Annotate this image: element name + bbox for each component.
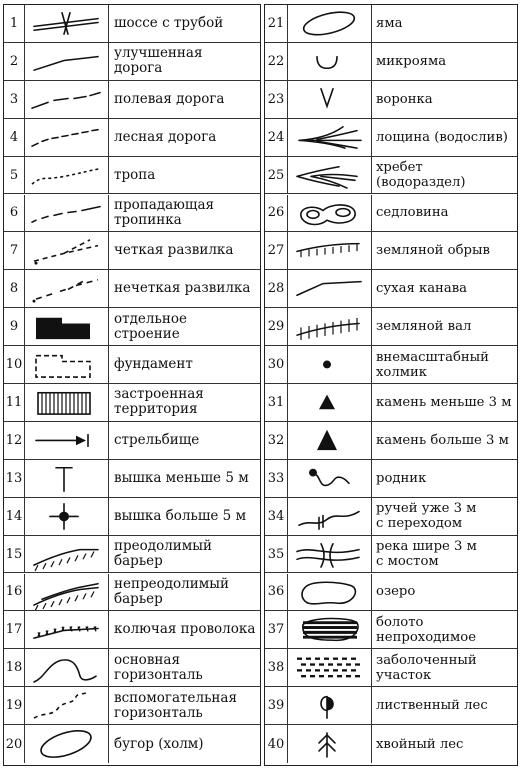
legend-row (265, 5, 517, 43)
marshy-area-icon (287, 649, 372, 686)
symbol-label: застроенная территория (114, 386, 204, 418)
legend-row (265, 611, 517, 649)
symbol-label: непреодолимый барьер (114, 575, 230, 607)
row-number: 8 (4, 270, 25, 307)
symbol-label: отдельное строение (114, 310, 187, 342)
legend-row (4, 574, 260, 612)
symbol-label: микрояма (376, 53, 447, 69)
symbol-label: хвойный лес (376, 736, 464, 752)
legend-row (265, 725, 517, 763)
legend-row (265, 157, 517, 195)
symbol-label: бугор (холм) (114, 735, 204, 752)
legend-row (265, 195, 517, 233)
symbol-label: вспомогательная горизонталь (114, 689, 237, 721)
row-number: 31 (265, 384, 288, 421)
row-number: 14 (4, 498, 25, 535)
symbol-label: фундамент (114, 356, 193, 373)
trail-icon (24, 157, 109, 194)
row-number: 17 (4, 611, 25, 648)
improved-road-icon (24, 43, 109, 80)
legend-row (4, 611, 260, 649)
row-number: 36 (265, 574, 288, 611)
legend-row (265, 270, 517, 308)
legend-row (4, 422, 260, 460)
row-number: 1 (4, 5, 25, 42)
legend-row (265, 384, 517, 422)
symbol-label: седловина (376, 205, 449, 221)
earth-wall-icon (287, 308, 372, 345)
legend-row (4, 384, 260, 422)
passable-barrier-icon (24, 536, 109, 573)
symbol-label: болото непроходимое (376, 614, 477, 645)
symbol-label: родник (376, 470, 427, 486)
legend-row (265, 308, 517, 346)
building-icon (24, 308, 109, 345)
legend-row (4, 81, 260, 119)
auxiliary-contour-icon (24, 687, 109, 724)
row-number: 2 (4, 43, 25, 80)
symbol-label: заболоченный участок (376, 652, 477, 683)
symbol-label: основная горизонталь (114, 651, 203, 683)
row-number: 27 (265, 232, 288, 269)
legend-table-right (264, 4, 518, 766)
small-knoll-icon (287, 346, 372, 383)
deciduous-forest-icon (287, 687, 372, 724)
symbol-label: хребет (водораздел) (376, 160, 466, 191)
main-contour-icon (24, 649, 109, 686)
legend-row (4, 687, 260, 725)
legend-row (265, 498, 517, 536)
symbol-label: лесная дорога (114, 128, 217, 145)
row-number: 9 (4, 308, 25, 345)
symbol-label: лиственный лес (376, 698, 488, 714)
legend-row (265, 536, 517, 574)
symbol-label: шоссе с трубой (114, 14, 224, 31)
barbed-wire-icon (24, 611, 109, 648)
lake-icon (287, 574, 372, 611)
symbol-label: ручей уже 3 м с переходом (376, 501, 477, 532)
impassable-marsh-icon (287, 611, 372, 648)
legend-row (265, 346, 517, 384)
highway-with-pipe-icon (24, 5, 109, 42)
legend-row (4, 536, 260, 574)
legend-row (4, 649, 260, 687)
spring-icon (287, 460, 372, 497)
row-number: 4 (4, 119, 25, 156)
row-number: 37 (265, 611, 288, 648)
row-number: 6 (4, 195, 25, 232)
coniferous-forest-icon (287, 725, 372, 763)
row-number: 16 (4, 574, 25, 611)
saddle-icon (287, 195, 372, 232)
row-number: 19 (4, 687, 25, 724)
row-number: 40 (265, 725, 288, 763)
symbol-label: земляной обрыв (376, 243, 490, 259)
symbol-label: вышка больше 5 м (114, 507, 247, 524)
symbol-label: камень меньше 3 м (376, 394, 512, 410)
symbol-label: сухая канава (376, 281, 467, 297)
row-number: 33 (265, 460, 288, 497)
shooting-range-icon (24, 422, 109, 459)
symbol-label: воронка (376, 91, 433, 107)
legend-row (4, 270, 260, 308)
tower-large-icon (24, 498, 109, 535)
legend-row (265, 422, 517, 460)
row-number: 30 (265, 346, 288, 383)
row-number: 7 (4, 232, 25, 269)
symbol-label: вышка меньше 5 м (114, 469, 249, 486)
legend-row (4, 119, 260, 157)
stream-with-crossing-icon (287, 498, 372, 535)
symbol-label: колючая проволока (114, 621, 256, 638)
crater-icon (287, 81, 372, 118)
legend-row (265, 460, 517, 498)
row-number: 3 (4, 81, 25, 118)
unclear-fork-icon (24, 270, 109, 307)
symbol-label: река шире 3 м с мостом (376, 539, 477, 570)
symbol-label: озеро (376, 584, 416, 600)
row-number: 25 (265, 157, 288, 194)
clear-fork-icon (24, 232, 109, 269)
field-road-icon (24, 81, 109, 118)
row-number: 21 (265, 5, 288, 42)
row-number: 22 (265, 43, 288, 80)
symbol-label: яма (376, 15, 403, 31)
large-boulder-icon (287, 422, 372, 459)
symbol-label: камень больше 3 м (376, 432, 509, 448)
pit-icon (287, 5, 372, 42)
row-number: 10 (4, 346, 25, 383)
legend-row (4, 498, 260, 536)
row-number: 28 (265, 270, 288, 307)
row-number: 26 (265, 195, 288, 232)
legend-row (4, 195, 260, 233)
legend-row (265, 81, 517, 119)
vanishing-path-icon (24, 195, 109, 232)
foundation-icon (24, 346, 109, 383)
row-number: 15 (4, 536, 25, 573)
legend-row (4, 346, 260, 384)
symbol-label: преодолимый барьер (114, 538, 213, 570)
micro-pit-icon (287, 43, 372, 80)
legend-row (265, 43, 517, 81)
row-number: 20 (4, 725, 25, 763)
hollow-icon (287, 119, 372, 156)
row-number: 12 (4, 422, 25, 459)
symbol-label: внемасштабный холмик (376, 349, 489, 380)
legend-row (4, 5, 260, 43)
legend-row (4, 43, 260, 81)
row-number: 24 (265, 119, 288, 156)
forest-road-icon (24, 119, 109, 156)
knoll-icon (24, 725, 109, 763)
symbol-label: нечеткая развилка (114, 280, 251, 297)
row-number: 23 (265, 81, 288, 118)
ridge-icon (287, 157, 372, 194)
symbol-label: пропадающая тропинка (114, 196, 215, 228)
river-with-bridge-icon (287, 536, 372, 573)
legend-row (4, 157, 260, 195)
legend-row (4, 725, 260, 763)
row-number: 29 (265, 308, 288, 345)
built-up-area-icon (24, 384, 109, 421)
earth-cliff-icon (287, 232, 372, 269)
row-number: 18 (4, 649, 25, 686)
legend-row (265, 687, 517, 725)
row-number: 39 (265, 687, 288, 724)
dry-ditch-icon (287, 270, 372, 307)
tower-small-icon (24, 460, 109, 497)
row-number: 32 (265, 422, 288, 459)
symbol-label: четкая развилка (114, 242, 234, 259)
row-number: 5 (4, 157, 25, 194)
row-number: 13 (4, 460, 25, 497)
legend-row (4, 460, 260, 498)
row-number: 38 (265, 649, 288, 686)
legend-row (4, 308, 260, 346)
symbol-label: земляной вал (376, 319, 472, 335)
legend-row (265, 574, 517, 612)
legend-row (265, 119, 517, 157)
legend-table-left (3, 4, 261, 766)
symbol-label: лощина (водослив) (376, 129, 508, 145)
row-number: 35 (265, 536, 288, 573)
impassable-barrier-icon (24, 574, 109, 611)
small-boulder-icon (287, 384, 372, 421)
symbol-label: улучшенная дорога (114, 45, 203, 77)
legend-row (265, 232, 517, 270)
symbol-label: стрельбище (114, 431, 200, 448)
symbol-label: тропа (114, 166, 156, 183)
legend-row (265, 649, 517, 687)
row-number: 34 (265, 498, 288, 535)
symbol-label: полевая дорога (114, 90, 225, 107)
row-number: 11 (4, 384, 25, 421)
legend-row (4, 232, 260, 270)
